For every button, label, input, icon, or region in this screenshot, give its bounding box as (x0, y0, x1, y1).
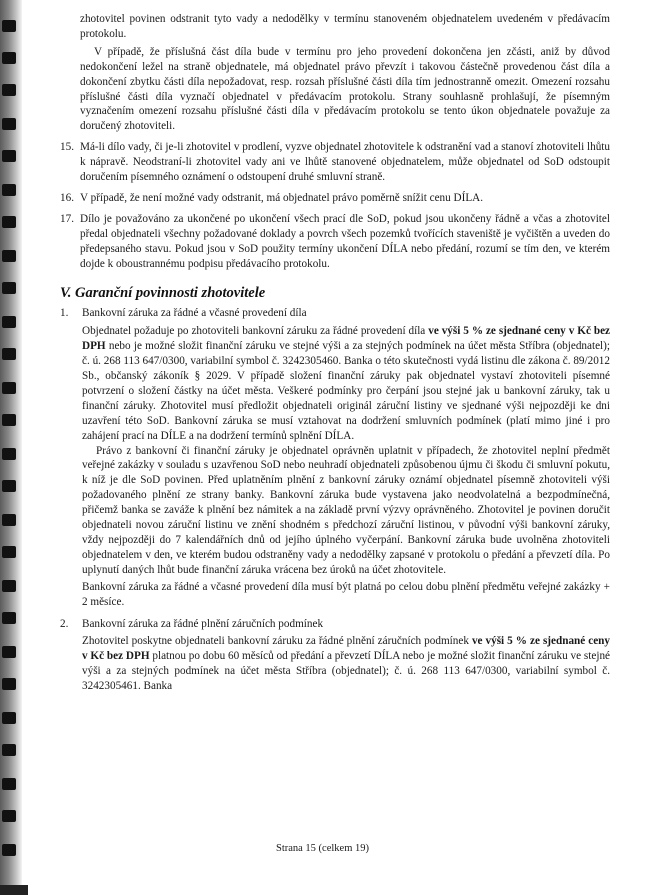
binding-ring (2, 20, 16, 32)
binding-ring (2, 250, 16, 262)
bold-text: ve výši 5 % ze sjednané ceny v Kč bez DPH (82, 325, 610, 353)
binding-ring (2, 646, 16, 658)
binding-ring (2, 414, 16, 426)
binding-ring (2, 810, 16, 822)
list-item (60, 191, 610, 206)
binding-ring (2, 52, 16, 64)
text-run: platnou po dobu 60 měsíců od předání a převzetí DÍLA nebo je možné složit finanční záruku ve stejné výši a za stejných podmínek na účet města Stříbra (objednatel); č. ú. 268 113 647/0300, variabilní symbol č. 3242305461. Banka (82, 650, 611, 693)
corner-mark (0, 885, 28, 895)
subsection-2 (60, 617, 611, 695)
binding-ring (2, 216, 16, 228)
item-text: V případě, že není možné vady odstranit, má objednatel právo poměrně snížit cenu DÍLA. (80, 191, 484, 204)
text-run: Objednatel požaduje po zhotoviteli bankovní záruku za řádné provedení díla (82, 325, 429, 338)
intro-paragraph: V případě, že příslušná část díla bude v termínu pro jeho provedení dokončena jen zčásti, aniž by důvod nedokončení ležel na straně objednatele, má objednatel právo převzít i takovou částečně provedenou část díla a dokončení zbytku části díla nepožadovat, resp. rozsah příslušné části díla tím jednostranně omezit. Omezení rozsahu příslušné části díla vyznačí objednatel v předávacím protokolu. Strany souhlasně prohlašují, že písemným vyznačením omezení rozsahu příslušné části díla v předávacím protokolu se tento úkon objednatele považuje za doručený zhotoviteli. (80, 45, 610, 133)
binding-ring (2, 84, 16, 96)
item-text: Dílo je považováno za ukončené po ukončení všech prací dle SoD, pokud jsou ukončeny řádně a včas a zhotovitel předal objednateli všechny požadované doklady a povrch všech pozemků tvořících staveniště je vyčištěn a uveden do předepsaného stavu. Pokud jsou v SoD použity termíny ukončení DÍLA nebo předání, rozumí se tím den, ve kterém dojde k oboustrannému podpisu předávacího protokolu. (80, 212, 610, 270)
subsection-number: 1. (60, 307, 69, 320)
document-page (60, 12, 610, 694)
intro-continuation: zhotovitel povinen odstranit tyto vady a nedodělky v termínu stanoveném objednatelem uvedeném v předávacím protokolu. (80, 13, 610, 40)
binding-ring (2, 184, 16, 196)
subsection-paragraph (82, 324, 610, 443)
subsection-title: Bankovní záruka za řádné plnění záručních podmínek (82, 617, 324, 630)
page-footer: Strana 15 (celkem 19) (275, 843, 369, 854)
binding-ring (2, 382, 16, 394)
item-text: Má-li dílo vady, či je-li zhotovitel v prodlení, vyzve objednatel zhotovitele k odstranění vad a stanoví zhotoviteli lhůtu k nápravě. Neodstraní-li zhotovitel vady ani ve lhůtě stanovené objednatelem, může objednatel od SoD odstoupit doručením písemného oznámení o odstoupení druhé smluvní straně. (80, 141, 610, 184)
binding-ring (2, 546, 16, 558)
subsection-number: 2. (60, 617, 69, 630)
subsection-paragraph: Právo z bankovní či finanční záruky je objednatel oprávněn uplatnit v případech, že zhotovitel neplní předmět veřejné zakázky v souladu s uzavřenou SoD nebo neuhradí objednateli způsobenou újmu či škodu či smluvní pokutu, k níž je dle SoD povinen. Před uplatněním plnění z bankovní záruky oznámí objednatel písemně zhotoviteli výši požadovaného plnění ze strany banky. Bankovní záruka bude vystavena jako neodvolatelná a bezpodmínečná, přičemž banka se zaváže k plnění bez námitek a na základě první výzvy oprávněného. Zhotovitel je povinen doručit objednateli novou záruční listinu ve znění shodném s předchozí záruční listinou, v původní výši bankovní záruky, vždy nejpozději do 7 kalendářních dnů od jejího úplného vyčerpání. Bankovní záruka bude uvolněna zhotoviteli objednatelem v den, ve kterém budou odstraněny vady a nedodělky zapsané v protokolu o předání a převzetí díla. Po uplynutí daných lhůt bude finanční záruka vrácena bez úroků na účet zhotovitele. (82, 444, 610, 576)
binding-ring (2, 118, 16, 130)
binding-spine (0, 0, 22, 895)
binding-ring (2, 316, 16, 328)
binding-ring (2, 580, 16, 592)
text-run: Zhotovitel poskytne objednateli bankovní záruku za řádné plnění záručních podmínek (82, 635, 472, 648)
binding-ring (2, 514, 16, 526)
subsection-title: Bankovní záruka za řádné a včasné provedení díla (82, 307, 307, 320)
item-number: 17. (60, 212, 74, 225)
subsection-paragraph: Bankovní záruka za řádné a včasné provedení díla musí být platná po celou dobu plnění předmětu veřejné zakázky + 2 měsíce. (82, 580, 610, 608)
binding-ring (2, 678, 16, 690)
binding-ring (2, 480, 16, 492)
binding-ring (2, 744, 16, 756)
binding-ring (2, 348, 16, 360)
subsection-1 (60, 306, 610, 609)
section-heading: V. Garanční povinnosti zhotovitele (60, 284, 266, 301)
item-number: 16. (60, 191, 74, 204)
binding-ring (2, 712, 16, 724)
binding-ring (2, 448, 16, 460)
subsection-paragraph (82, 634, 610, 694)
binding-ring (2, 612, 16, 624)
list-item (60, 140, 610, 185)
item-number: 15. (60, 141, 74, 154)
bold-text: ve výši 5 % ze sjednané ceny v Kč bez DPH (82, 635, 610, 663)
text-run: nebo je možné složit finanční záruku ve stejné výši a za stejných podmínek na účet města Stříbra (objednatel); č. ú. 268 113 647/0300, variabilní symbol č. 3242305460. Banka o této skutečnosti vydá listinu dle zákona č. 89/2012 Sb., občanský zákoník § 2029. V případě složení finanční záruky pak objednatel vystaví zhotoviteli písemné potvrzení o složení částky na účet města. Veškeré podmínky pro čerpání jsou stejné jak u bankovní záruky, tak u finanční záruky. Zhotovitel musí předložit objednateli originál záruční listiny ve sjednané výši nejpozději ke dni uzavření této SoD. Bankovní záruka se musí vztahovat na dodržení smluvních podmínek (platí mimo jiné i pro zahájení prací na DÍLE a na dodržení termínů splnění DÍLA. (82, 340, 610, 442)
binding-ring (2, 150, 16, 162)
binding-ring (2, 282, 16, 294)
list-item (60, 212, 610, 272)
binding-ring (2, 778, 16, 790)
